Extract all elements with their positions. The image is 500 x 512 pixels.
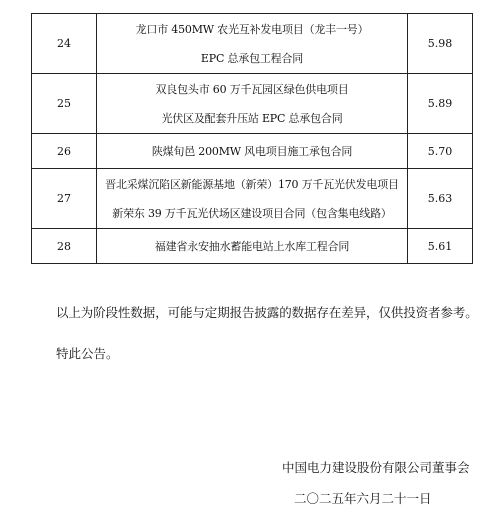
contract-amount: 5.70 bbox=[408, 134, 473, 169]
project-name-cell bbox=[97, 14, 408, 74]
project-name-cell bbox=[97, 229, 408, 264]
announcement-closing: 特此公告。 bbox=[56, 346, 119, 361]
table-row bbox=[32, 229, 473, 264]
row-number: 24 bbox=[32, 14, 97, 74]
contract-amount: 5.89 bbox=[408, 74, 473, 134]
table-row bbox=[32, 74, 473, 134]
project-name-line: 龙口市 450MW 农光互补发电项目（龙丰一号） bbox=[135, 22, 369, 36]
project-name-line: 光伏区及配套升压站 EPC 总承包合同 bbox=[161, 111, 343, 125]
table-row bbox=[32, 169, 473, 229]
announcement-date: 二〇二五年六月二十一日 bbox=[294, 491, 432, 506]
project-name-line: 双良包头市 60 万千瓦园区绿色供电项目 bbox=[155, 82, 349, 96]
contract-amount: 5.98 bbox=[408, 14, 473, 74]
table-row bbox=[32, 134, 473, 169]
project-name-line: 陕煤旬邑 200MW 风电项目施工承包合同 bbox=[151, 144, 353, 158]
project-name-line: 新荣东 39 万千瓦光伏场区建设项目合同（包含集电线路） bbox=[112, 206, 392, 220]
contract-amount: 5.61 bbox=[408, 229, 473, 264]
board-signature: 中国电力建设股份有限公司董事会 bbox=[282, 460, 470, 475]
project-name-cell bbox=[97, 134, 408, 169]
row-number: 25 bbox=[32, 74, 97, 134]
table-row bbox=[32, 14, 473, 74]
project-name-line: EPC 总承包工程合同 bbox=[200, 51, 304, 65]
project-name-cell bbox=[97, 74, 408, 134]
row-number: 27 bbox=[32, 169, 97, 229]
project-name-cell bbox=[97, 169, 408, 229]
project-name-line: 晋北采煤沉陷区新能源基地（新荣）170 万千瓦光伏发电项目 bbox=[105, 177, 399, 191]
contract-amount: 5.63 bbox=[408, 169, 473, 229]
row-number: 26 bbox=[32, 134, 97, 169]
row-number: 28 bbox=[32, 229, 97, 264]
disclaimer-note: 以上为阶段性数据，可能与定期报告披露的数据存在差异，仅供投资者参考。 bbox=[56, 305, 478, 320]
contract-table bbox=[31, 13, 473, 264]
project-name-line: 福建省永安抽水蓄能电站上水库工程合同 bbox=[154, 239, 350, 253]
